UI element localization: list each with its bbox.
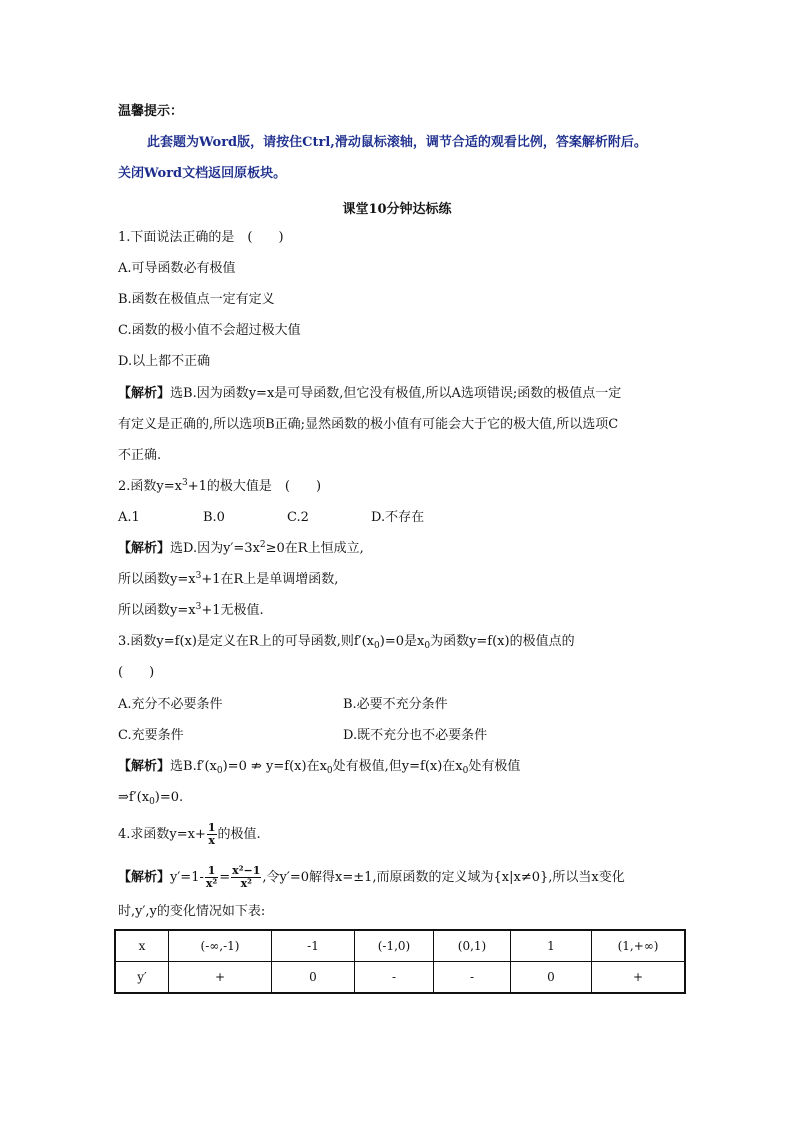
- exponent: 3: [181, 478, 188, 488]
- q4-answer-line-1: 【解析】y′=1- $\frac{1}{\text{x²}}$ = $\frac{\text{x²−1}}{\text{x²}}$ ,令y′=0解得x=±1,而原函数的定义域为{x|x≠0},所以当x变化: [118, 864, 625, 890]
- q3-option-d: D.既不充分也不必要条件: [343, 728, 488, 743]
- table-cell: y′: [115, 962, 169, 994]
- analysis-tag: 【解析】: [118, 386, 171, 401]
- exponent: 3: [195, 571, 202, 581]
- table-cell: 1: [511, 930, 592, 962]
- fraction: $\frac{1}{x}$: [207, 821, 216, 847]
- table-row: [115, 962, 685, 994]
- q2-stem: 2.函数$y=x^3+1$的极大值是 ( ): [118, 478, 322, 494]
- q2-answer-line-1: 【解析】选D.因为$y'=3x^2\ge 0$在R上恒成立,: [118, 540, 364, 556]
- table-cell: +: [592, 962, 686, 994]
- table-cell: -: [434, 962, 511, 994]
- table-cell: (1,+∞): [592, 930, 686, 962]
- table-cell: 0: [272, 962, 355, 994]
- tip-heading: 温馨提示：: [118, 104, 184, 119]
- table-cell: -1: [272, 930, 355, 962]
- not-imply-symbol: ⇏: [251, 759, 262, 774]
- exponent: 3: [195, 602, 202, 612]
- q4-stem: 4.求函数y=x+ $\frac{1}{x}$ 的极值.: [118, 821, 261, 847]
- q3-answer-line-2: $\Rightarrow f'(x_0)=0$.: [118, 790, 184, 807]
- q1-answer-line-3: 不正确.: [118, 448, 162, 463]
- table-cell: (-∞,-1): [169, 930, 272, 962]
- q2-answer-line-3: 所以函数$y=x^3+1$无极值.: [118, 602, 264, 618]
- table-cell: (0,1): [434, 930, 511, 962]
- subscript: 0: [374, 641, 380, 651]
- tip-line-2: 关闭Word文档返回原板块。: [118, 166, 287, 181]
- q3-option-b: B.必要不充分条件: [343, 697, 448, 712]
- table-cell: -: [355, 962, 434, 994]
- q2-option-c: C.2: [287, 510, 309, 525]
- fraction: $\frac{\text{x²−1}}{\text{x²}}$: [232, 864, 261, 890]
- analysis-tag: 【解析】: [118, 759, 171, 774]
- q1-answer-line-2: 有定义是正确的,所以选项B正确;显然函数的极小值有可能会大于它的极大值,所以选项C: [118, 417, 619, 432]
- q2-option-d: D.不存在: [371, 510, 425, 525]
- q1-option-b: B.函数在极值点一定有定义: [118, 292, 275, 307]
- table-cell: x: [115, 930, 169, 962]
- q3-option-a: A.充分不必要条件: [118, 697, 223, 712]
- sign-table: [114, 929, 686, 994]
- q3-answer-line-1: 【解析】选$B.f'(x_0)=0$ ⇏ y=f(x)在$x_0$处有极值,但y=f(x)在$x_0$处有极值: [118, 759, 521, 776]
- q2-answer-line-2: 所以函数$y=x^3+1$在R上是单调增函数,: [118, 571, 339, 587]
- q3-option-c: C.充要条件: [118, 728, 184, 743]
- tip-line-1: 此套题为Word版，请按住Ctrl,滑动鼠标滚轴，调节合适的观看比例，答案解析附后。: [147, 135, 647, 150]
- section-title: 课堂10分钟达标练: [342, 202, 452, 217]
- exponent: 2: [259, 540, 266, 550]
- q1-option-c: C.函数的极小值不会超过极大值: [118, 323, 301, 338]
- q1-option-d: D.以上都不正确: [118, 354, 211, 369]
- subscript: 0: [424, 641, 431, 651]
- table-row: [115, 930, 685, 962]
- table-cell: (-1,0): [355, 930, 434, 962]
- q1-option-a: A.可导函数必有极值: [118, 261, 236, 276]
- q3-stem: 3.函数y=f(x)是定义在R上的可导函数,则$f'(x_0)=0$是$x_0$为函数y=f(x)的极值点的: [118, 634, 575, 651]
- q2-option-b: B.0: [203, 510, 225, 525]
- q4-answer-line-2: 时,y′,y的变化情况如下表:: [118, 904, 266, 919]
- fraction: $\frac{1}{\text{x²}}$: [205, 864, 218, 890]
- analysis-tag: 【解析】: [118, 541, 171, 556]
- q1-stem: 1.下面说法正确的是 ( ): [118, 230, 284, 245]
- q1-answer-text-1: 选B.因为函数y=x是可导函数,但它没有极值,所以A选项错误;函数的极值点一定: [170, 386, 622, 401]
- table-cell: +: [169, 962, 272, 994]
- table-cell: 0: [511, 962, 592, 994]
- analysis-tag: 【解析】: [118, 870, 171, 885]
- q2-option-a: A.1: [118, 510, 140, 525]
- q3-stem-paren: ( ): [118, 665, 155, 680]
- q1-answer-line-1: [118, 385, 621, 403]
